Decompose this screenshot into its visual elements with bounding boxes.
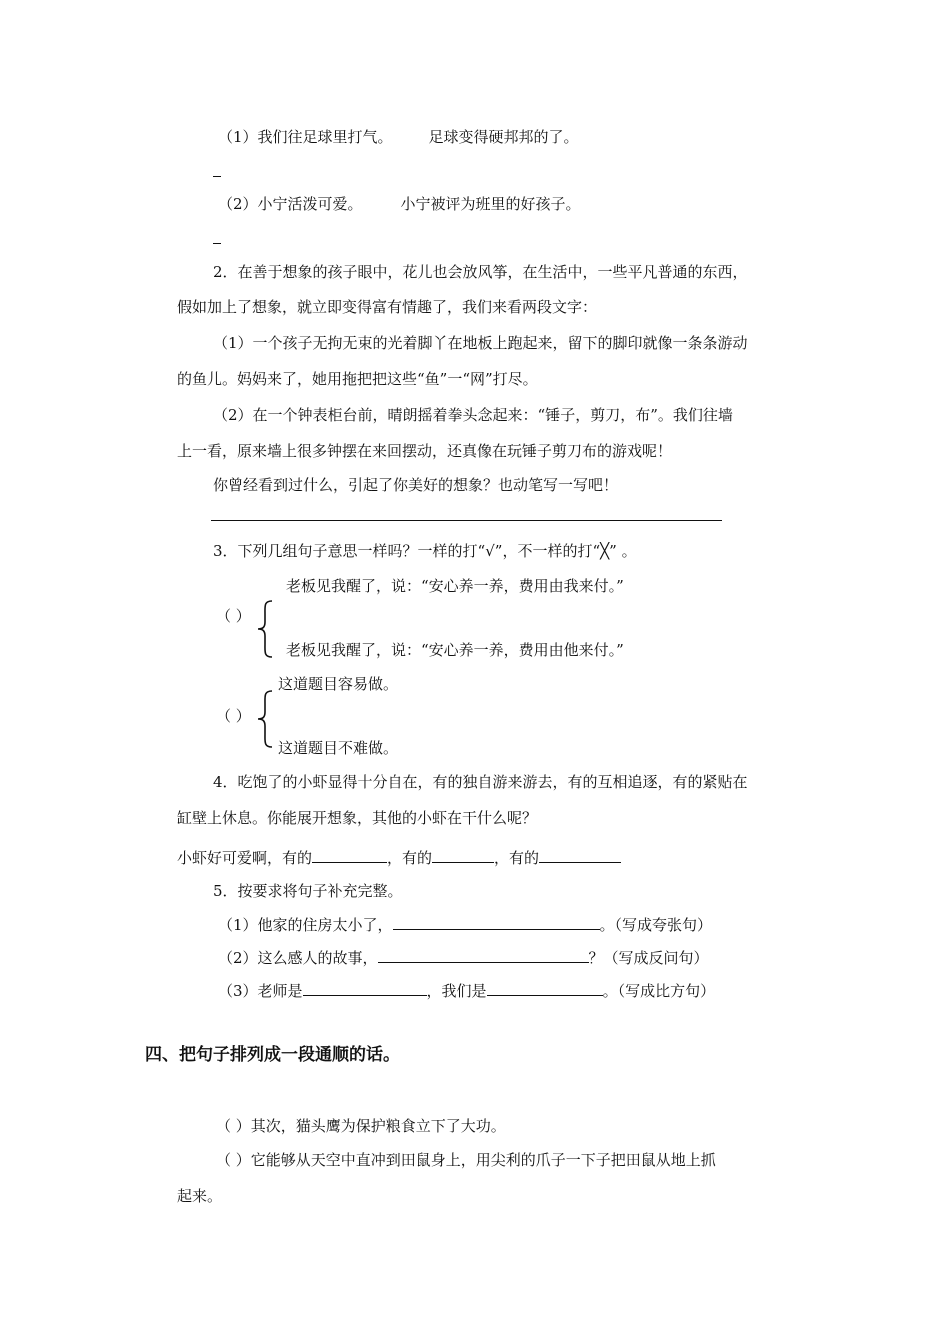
q2-p1-line1: （1）一个孩子无拘无束的光着脚丫在地板上跑起来，留下的脚印就像一条条游动 [213, 334, 748, 352]
q5-s1-post: 。（写成夸张句） [599, 916, 713, 934]
section4-s2-text: 它能够从天空中直冲到田鼠身上，用尖利的爪子一下子把田鼠从地上抓 [250, 1151, 716, 1169]
q3-group2-brace-icon [255, 690, 275, 748]
q4-fill-start: 小虾好可爱啊，有的 [177, 849, 313, 867]
q4-line2: 缸壁上休息。你能展开想象，其他的小虾在干什么呢？ [177, 809, 538, 827]
q3-title: 3．下列几组句子意思一样吗？一样的打“√”，不一样的打“╳” 。 [213, 542, 637, 560]
q2-prompt: 你曾经看到过什么，引起了你美好的想象？也动笔写一写吧！ [213, 476, 619, 494]
q5-s2-pre: （2）这么感人的故事， [218, 949, 378, 967]
q5-s3-post: 。（写成比方句） [602, 982, 716, 1000]
q2-intro-line1: 2．在善于想象的孩子眼中，花儿也会放风筝，在生活中，一些平凡普通的东西， [213, 263, 748, 281]
q1-item1-answer-line[interactable] [213, 176, 221, 177]
q1-item2-part1: （2）小宁活泼可爱。 [218, 195, 363, 213]
section4-s1-paren[interactable]: （ ） [216, 1117, 251, 1135]
section4-s2 [216, 1150, 716, 1170]
q2-p1-line2: 的鱼儿。妈妈来了，她用拖把把这些“鱼”一“网”打尽。 [177, 370, 538, 388]
q3-group2-b: 这道题目不难做。 [278, 739, 399, 757]
q5-s3-blank-2[interactable] [487, 979, 603, 996]
q1-item2-answer-line[interactable] [213, 243, 221, 244]
q5-s3-blank-1[interactable] [303, 979, 427, 996]
q5-s1-pre: （1）他家的住房太小了， [218, 916, 393, 934]
q5-s1-blank[interactable] [393, 913, 600, 930]
section4-heading: 四、把句子排列成一段通顺的话。 [145, 1045, 400, 1065]
q4-fill-mid2: ，有的 [494, 849, 540, 867]
q4-fill-mid1: ，有的 [387, 849, 433, 867]
q3-group2-paren[interactable]: （ ） [216, 707, 251, 725]
q2-p2-line2: 上一看，原来墙上很多钟摆在来回摆动，还真像在玩锤子剪刀布的游戏呢！ [177, 442, 673, 460]
q1-item2 [218, 194, 581, 214]
q5-s3 [218, 979, 715, 1001]
q2-answer-line[interactable] [211, 520, 722, 521]
q1-item2-part2: 小宁被评为班里的好孩子。 [400, 195, 581, 213]
q5-s2-blank[interactable] [378, 946, 589, 963]
q1-item1-part2: 足球变得硬邦邦的了。 [428, 128, 579, 146]
q3-group1-paren[interactable]: （ ） [216, 607, 251, 625]
q5-s3-pre: （3）老师是 [218, 982, 303, 1000]
q3-group1-brace-icon [255, 600, 275, 658]
q5-s1 [218, 913, 712, 935]
q1-item1-part1: （1）我们往足球里打气。 [218, 128, 393, 146]
q5-s2 [218, 946, 709, 968]
q1-item1 [218, 127, 579, 147]
q4-line1: 4．吃饱了的小虾显得十分自在，有的独自游来游去，有的互相追逐，有的紧贴在 [213, 773, 748, 791]
section4-s1 [216, 1116, 506, 1136]
q5-title: 5．按要求将句子补充完整。 [213, 882, 403, 900]
q5-s2-post: ？（写成反问句） [588, 949, 709, 967]
q4-blank-3[interactable] [539, 846, 621, 863]
q2-intro-line2: 假如加上了想象，就立即变得富有情趣了，我们来看两段文字： [177, 298, 598, 316]
section4-s2-paren[interactable]: （ ） [216, 1151, 251, 1169]
section4-s2-cont: 起来。 [177, 1187, 223, 1205]
q2-p2-line1: （2）在一个钟表柜台前，晴朗摇着拳头念起来：“锤子，剪刀，布”。我们往墙 [213, 406, 733, 424]
q3-group2-a: 这道题目容易做。 [278, 675, 399, 693]
q4-blank-1[interactable] [312, 846, 387, 863]
q4-fill [177, 846, 621, 868]
section4-s1-text: 其次，猫头鹰为保护粮食立下了大功。 [250, 1117, 506, 1135]
q4-blank-2[interactable] [432, 846, 494, 863]
q3-group1-b: 老板见我醒了，说：“安心养一养，费用由他来付。” [286, 641, 624, 659]
q3-group1-a: 老板见我醒了，说：“安心养一养，费用由我来付。” [286, 577, 624, 595]
q5-s3-mid: ，我们是 [426, 982, 487, 1000]
